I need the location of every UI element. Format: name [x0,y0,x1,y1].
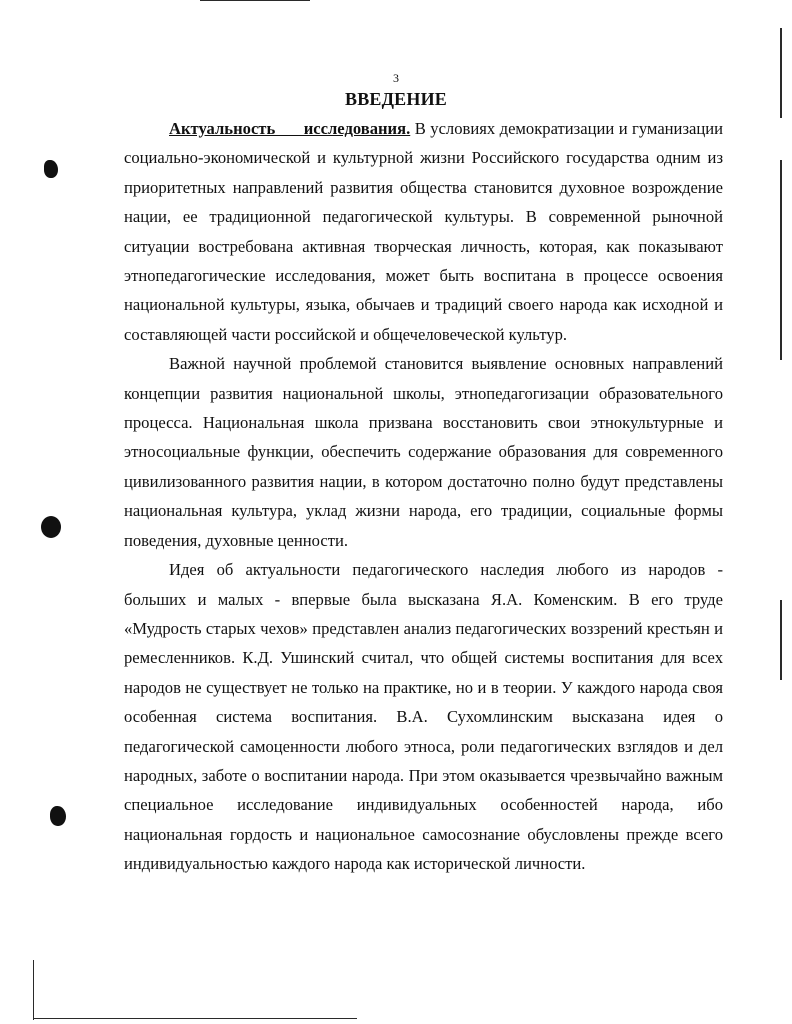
paragraph: Важной научной проблемой становится выявление основных направлений концепции развития национальной школы, этнопедагогизации образовательного процесса. Национальная школа призвана восстановить свои этнокультурные и этносоциальные функции, обеспечить содержание образования для современного цивилизованного развития нации, в котором достаточно полно будут представлены национальная культура, уклад жизни народа, его традиции, социальные формы поведения, духовные ценности. [124,354,723,550]
page-title: ВВЕДЕНИЕ [344,89,447,109]
binding-hole-mark [41,516,61,538]
scan-top-line [200,0,310,1]
scan-left-edge [33,960,34,1020]
binding-hole-mark [44,160,58,178]
paragraph [124,114,723,349]
page-number: 3 [393,71,399,85]
scan-right-edge [780,600,782,680]
paragraph-text: В условиях демократизации и гуманизации социально-экономической и культурной жизни Российского государства одним из приоритетных направлений развития общества становится духовное возрождение нации, ее традиционной педагогической культуры. В современной рыночной ситуации востребована активная творческая личность, которая, как показывают этнопедагогические исследования, может быть воспитана в процессе освоения национальной культуры, языка, обычаев и традиций своего народа как исходной и составляющей части российской и общечеловеческой культур. [124,119,724,344]
scan-bottom-line [33,1018,357,1019]
paragraph: Идея об актуальности педагогического наследия любого из народов - больших и малых - впервые была высказана Я.А. Коменским. В его труде «Мудрость старых чехов» представлен анализ педагогических воззрений крестьян и ремесленников. К.Д. Ушинский считал, что общей системы воспитания для всех народов не существует не только на практике, но и в теории. У каждого народа своя особенная система воспитания. В.А. Сухомлинским высказана идея о педагогической самоценности любого этноса, роли педагогических взглядов и дел народных, заботе о воспитании народа. При этом оказывается чрезвычайно важным специальное исследование индивидуальных особенностей народа, ибо национальная гордость и национальное самосознание обусловлены прежде всего индивидуальностью каждого народа как исторической личности. [124,560,723,874]
binding-hole-mark [50,806,66,826]
scan-right-edge [780,160,782,360]
lead-phrase: Актуальность исследования. [169,119,411,138]
document-body [124,114,723,879]
